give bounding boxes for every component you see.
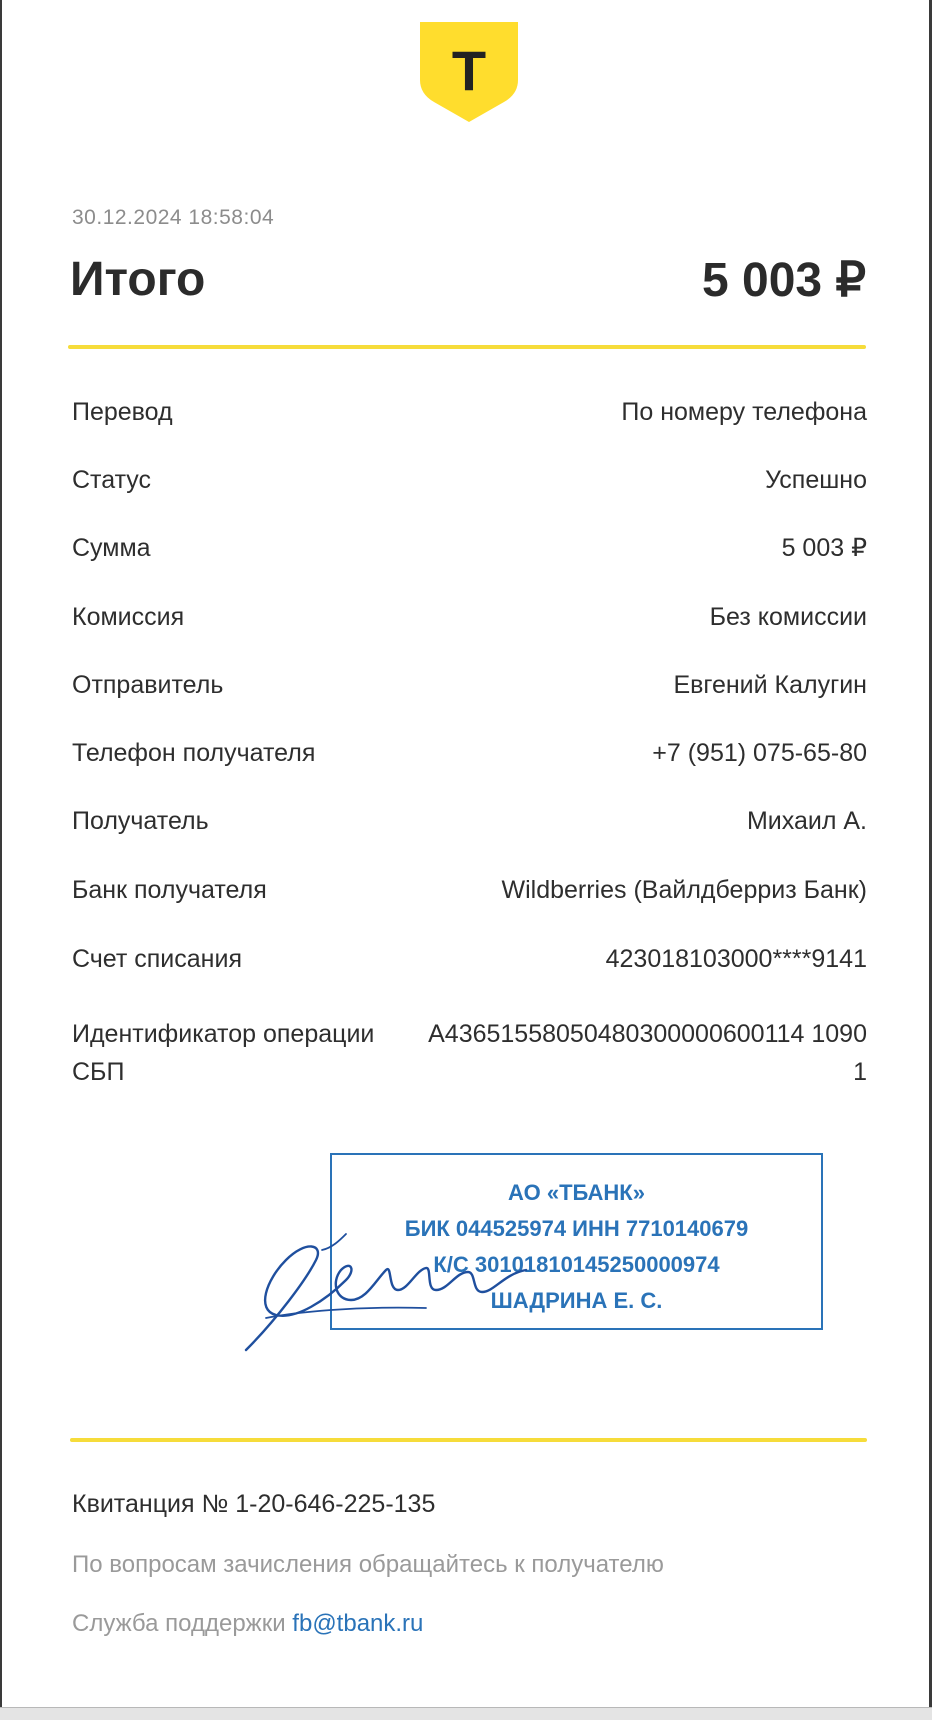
receipt-number: Квитанция № 1-20-646-225-135 [72, 1490, 436, 1518]
top-divider [68, 345, 866, 349]
detail-value: Успешно [765, 466, 867, 494]
total-label: Итого [70, 253, 206, 306]
detail-key: Перевод [72, 398, 173, 426]
detail-value: Евгений Калугин [673, 671, 867, 699]
detail-key: Статус [72, 466, 152, 494]
detail-value: По номеру телефона [621, 398, 867, 426]
stamp-line-signer: ШАДРИНА Е. С. [490, 1288, 663, 1313]
support-label: Служба поддержки [72, 1610, 293, 1637]
bottom-divider [70, 1438, 867, 1442]
transaction-datetime: 30.12.2024 18:58:04 [72, 206, 275, 229]
support-line [72, 1610, 423, 1638]
detail-key: Банк получателя [72, 876, 267, 904]
detail-value: 5 003 ₽ [781, 534, 867, 562]
stamp-line-ks: К/С 30101810145250000974 [433, 1252, 720, 1277]
detail-key: Комиссия [72, 603, 185, 631]
payment-note: По вопросам зачисления обращайтесь к получателю [72, 1551, 664, 1578]
detail-key: Идентификатор операции СБП [72, 1020, 375, 1086]
detail-key: Счет списания [72, 945, 242, 973]
detail-key: Отправитель [72, 671, 224, 699]
stamp-line-bank: АО «ТБАНК» [508, 1180, 645, 1205]
detail-value: 423018103000****9141 [605, 945, 867, 973]
detail-value: Михаил А. [746, 807, 867, 835]
logo-letter: Т [451, 39, 487, 102]
detail-value: +7 (951) 075-65-80 [652, 739, 867, 767]
signature-icon [236, 1220, 536, 1360]
detail-value: Без комиссии [709, 603, 867, 631]
total-value: 5 003 ₽ [702, 254, 866, 307]
support-email-link[interactable]: fb@tbank.ru [292, 1610, 424, 1637]
detail-key: Получатель [72, 807, 209, 835]
detail-value: Wildberries (Вайлдберриз Банк) [501, 876, 867, 904]
detail-key: Телефон получателя [72, 739, 316, 767]
tbank-logo-icon [420, 22, 518, 122]
bottom-bar [0, 1707, 932, 1720]
detail-key: Сумма [72, 534, 151, 562]
detail-value: A43651558050480300000600114 10901 [428, 1020, 867, 1086]
stamp-line-bik-inn: БИК 044525974 ИНН 7710140679 [404, 1216, 749, 1241]
